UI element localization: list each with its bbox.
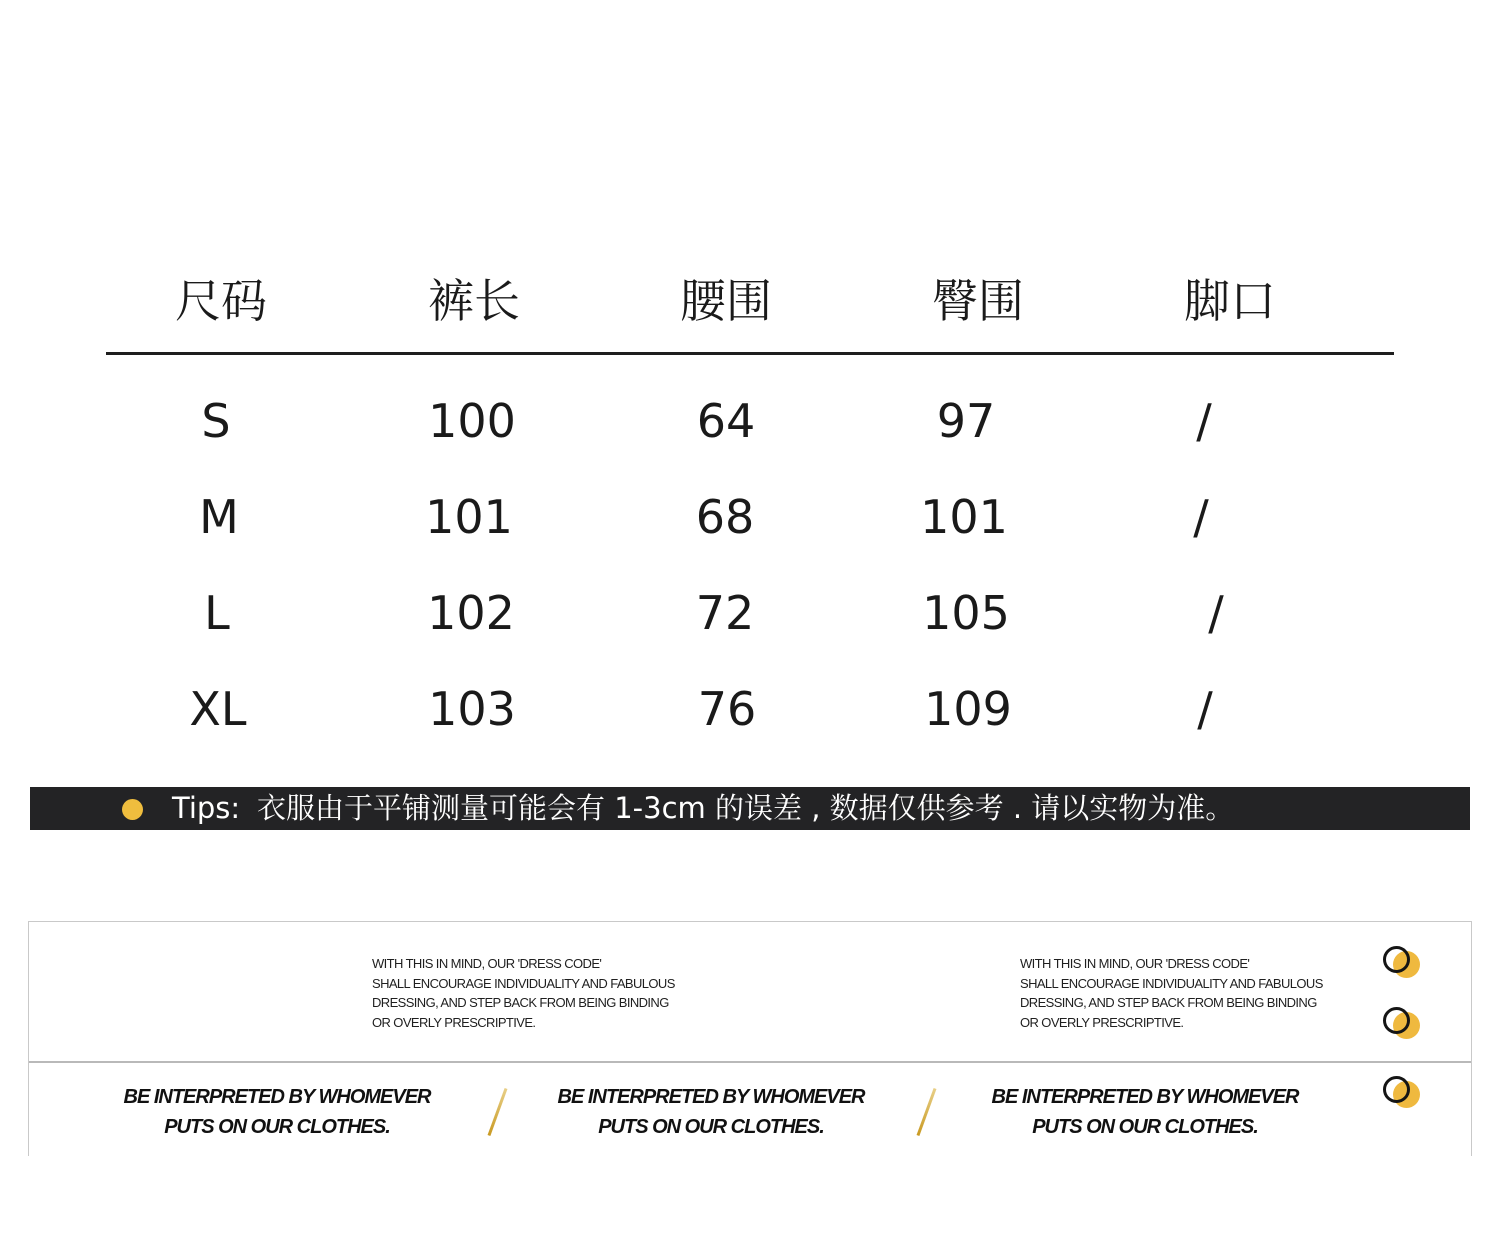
header-leg-opening: 脚口 bbox=[1184, 274, 1276, 328]
header-size: 尺码 bbox=[175, 274, 267, 328]
tips-label: Tips: bbox=[172, 791, 241, 825]
dress-code-line: WITH THIS IN MIND, OUR 'DRESS CODE' bbox=[1020, 956, 1250, 971]
cell-size: XL bbox=[189, 682, 247, 736]
dress-code-line: OR OVERLY PRESCRIPTIVE. bbox=[1020, 1014, 1184, 1030]
cell-waist: 76 bbox=[697, 682, 757, 736]
cell-leg-opening: / bbox=[1197, 682, 1213, 736]
cell-waist: 68 bbox=[695, 490, 755, 544]
cell-hip: 105 bbox=[922, 586, 1010, 640]
dress-code-line: SHALL ENCOURAGE INDIVIDUALITY AND FABULOUS bbox=[1020, 975, 1323, 991]
dress-code-line: DRESSING, AND STEP BACK FROM BEING BINDING bbox=[1020, 995, 1317, 1010]
dress-code-line: DRESSING, AND STEP BACK FROM BEING BINDING bbox=[372, 995, 669, 1010]
tips-text: 衣服由于平铺测量可能会有 1-3cm 的误差 , 数据仅供参考 . 请以实物为准。 bbox=[257, 791, 1235, 825]
banner-divider bbox=[29, 1061, 1471, 1063]
motto-line: BE INTERPRETED BY WHOMEVER bbox=[123, 1086, 431, 1108]
cell-pants-length: 102 bbox=[427, 586, 515, 640]
motto-text bbox=[965, 1082, 1325, 1142]
ring-dot-icon bbox=[1383, 1076, 1423, 1108]
motto-line: BE INTERPRETED BY WHOMEVER bbox=[557, 1086, 865, 1108]
cell-size: L bbox=[204, 586, 230, 640]
brand-banner bbox=[28, 921, 1472, 1156]
ring-dot-icon bbox=[1383, 946, 1423, 978]
bullet-dot-icon bbox=[122, 799, 143, 820]
dress-code-text bbox=[372, 954, 717, 1032]
cell-pants-length: 100 bbox=[428, 394, 516, 448]
cell-hip: 97 bbox=[936, 394, 996, 448]
tips-bar bbox=[30, 787, 1470, 830]
cell-waist: 64 bbox=[696, 394, 756, 448]
header-pants-length: 裤长 bbox=[428, 274, 520, 328]
header-waist: 腰围 bbox=[680, 274, 772, 328]
cell-size: S bbox=[201, 394, 231, 448]
cell-leg-opening: / bbox=[1208, 586, 1224, 640]
motto-text bbox=[97, 1082, 457, 1142]
dress-code-line: OR OVERLY PRESCRIPTIVE. bbox=[372, 1014, 536, 1030]
cell-pants-length: 103 bbox=[428, 682, 516, 736]
motto-line: PUTS ON OUR CLOTHES. bbox=[598, 1116, 824, 1138]
motto-line: BE INTERPRETED BY WHOMEVER bbox=[991, 1086, 1299, 1108]
slash-divider-icon bbox=[917, 1088, 937, 1136]
cell-hip: 109 bbox=[924, 682, 1012, 736]
cell-pants-length: 101 bbox=[425, 490, 513, 544]
ring-dot-icon bbox=[1383, 1007, 1423, 1039]
cell-waist: 72 bbox=[695, 586, 755, 640]
motto-line: PUTS ON OUR CLOTHES. bbox=[1032, 1116, 1258, 1138]
cell-leg-opening: / bbox=[1196, 394, 1212, 448]
dress-code-line: SHALL ENCOURAGE INDIVIDUALITY AND FABULOUS bbox=[372, 975, 675, 991]
cell-leg-opening: / bbox=[1193, 490, 1209, 544]
motto-text bbox=[531, 1082, 891, 1142]
cell-size: M bbox=[199, 490, 239, 544]
dress-code-text bbox=[1020, 954, 1365, 1032]
slash-divider-icon bbox=[488, 1088, 508, 1136]
header-divider bbox=[106, 352, 1394, 355]
motto-line: PUTS ON OUR CLOTHES. bbox=[164, 1116, 390, 1138]
header-hip: 臀围 bbox=[932, 274, 1024, 328]
dress-code-line: WITH THIS IN MIND, OUR 'DRESS CODE' bbox=[372, 956, 602, 971]
cell-hip: 101 bbox=[920, 490, 1008, 544]
